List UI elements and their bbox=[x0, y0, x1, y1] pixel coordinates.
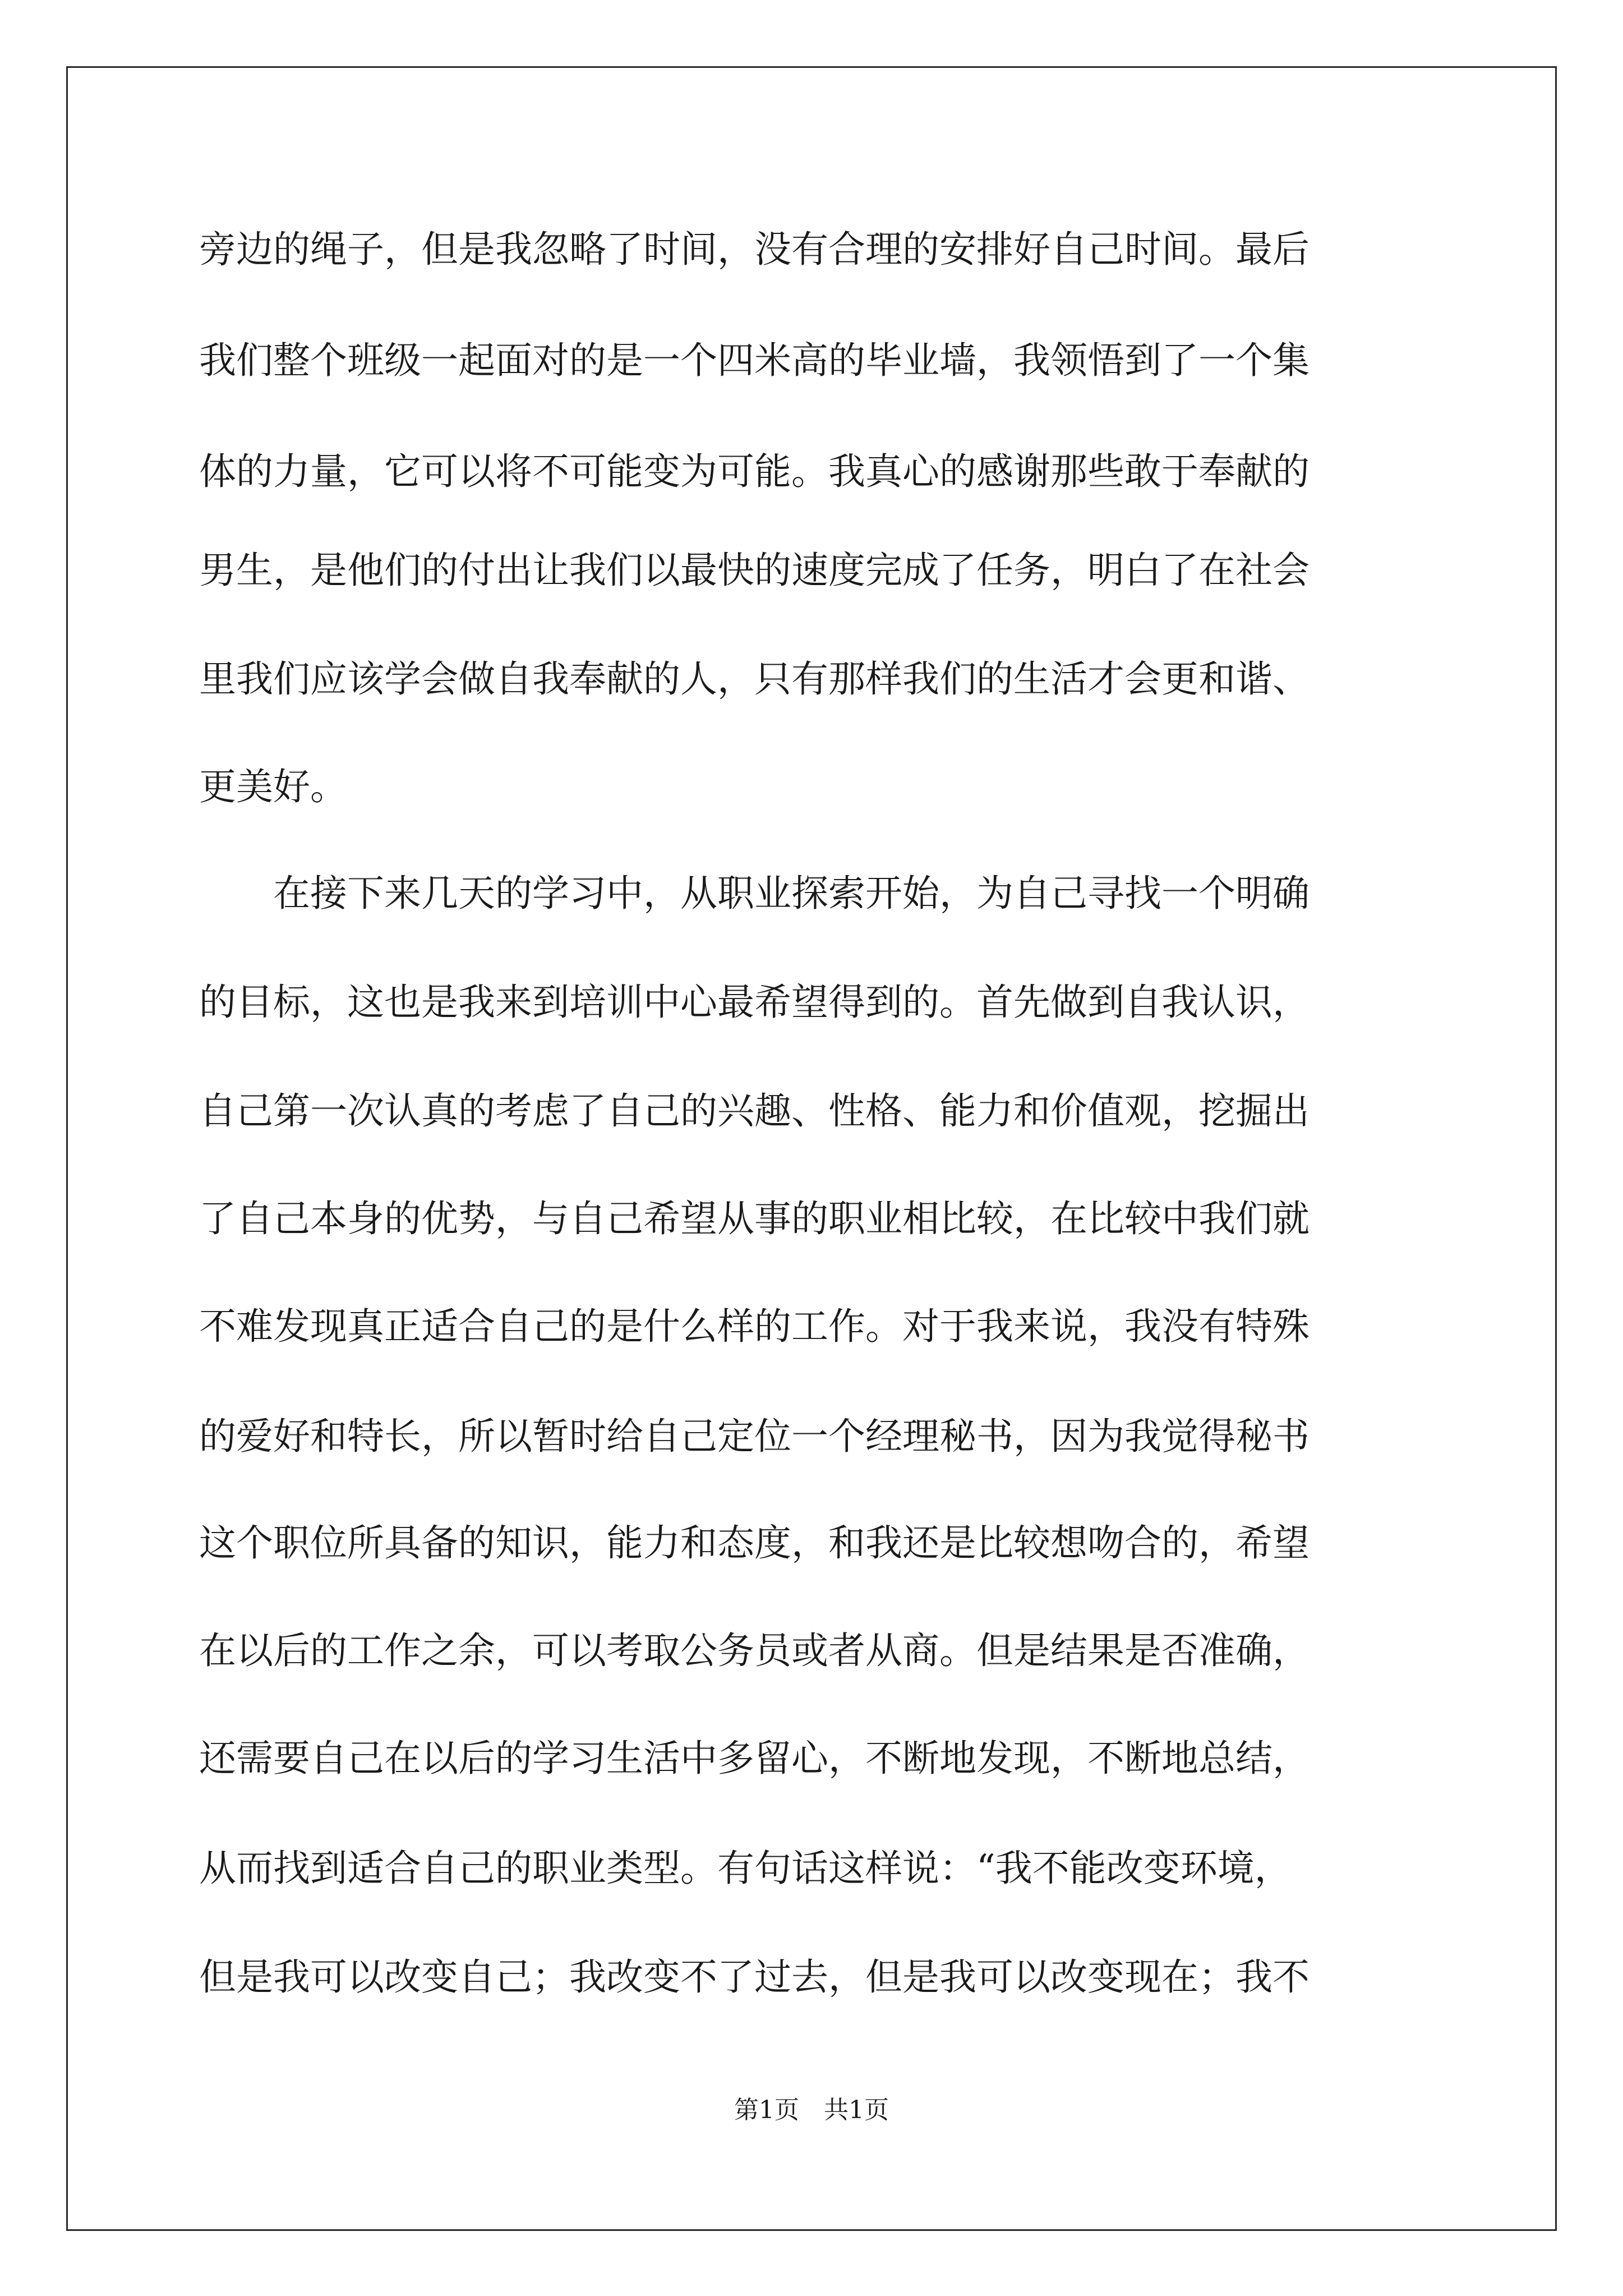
text-line: 的爱好和特长，所以暂时给自己定位一个经理秘书，因为我觉得秘书 bbox=[199, 1415, 1310, 1458]
text-line: 我们整个班级一起面对的是一个四米高的毕业墙，我领悟到了一个集 bbox=[199, 339, 1310, 382]
page-number-footer: 第1页 共1页 bbox=[734, 2096, 889, 2124]
text-line: 体的力量，它可以将不可能变为可能。我真心的感谢那些敢于奉献的 bbox=[199, 450, 1310, 493]
text-line: 在接下来几天的学习中，从职业探索开始，为自己寻找一个明确 bbox=[199, 872, 1310, 915]
page-border bbox=[66, 66, 1557, 2231]
text-line: 不难发现真正适合自己的是什么样的工作。对于我来说，我没有特殊 bbox=[199, 1305, 1310, 1348]
text-line: 里我们应该学会做自我奉献的人，只有那样我们的生活才会更和谐、 bbox=[199, 657, 1310, 701]
text-line: 这个职位所具备的知识，能力和态度，和我还是比较想吻合的，希望 bbox=[199, 1521, 1310, 1565]
text-line: 自己第一次认真的考虑了自己的兴趣、性格、能力和价值观，挖掘出 bbox=[199, 1089, 1310, 1133]
text-line: 从而找到适合自己的职业类型。有句话这样说：“我不能改变环境， bbox=[199, 1847, 1292, 1890]
text-line: 了自己本身的优势，与自己希望从事的职业相比较，在比较中我们就 bbox=[199, 1197, 1310, 1240]
text-line: 但是我可以改变自己；我改变不了过去，但是我可以改变现在；我不 bbox=[199, 1955, 1310, 1999]
text-line: 男生，是他们的付出让我们以最快的速度完成了任务，明白了在社会 bbox=[199, 549, 1310, 592]
text-line: 还需要自己在以后的学习生活中多留心，不断地发现，不断地总结， bbox=[199, 1737, 1310, 1780]
text-line: 的目标，这也是我来到培训中心最希望得到的。首先做到自我认识， bbox=[199, 981, 1310, 1024]
text-line: 在以后的工作之余，可以考取公务员或者从商。但是结果是否准确， bbox=[199, 1629, 1310, 1672]
text-line: 旁边的绳子，但是我忽略了时间，没有合理的安排好自己时间。最后 bbox=[199, 228, 1310, 271]
text-line: 更美好。 bbox=[199, 765, 347, 808]
